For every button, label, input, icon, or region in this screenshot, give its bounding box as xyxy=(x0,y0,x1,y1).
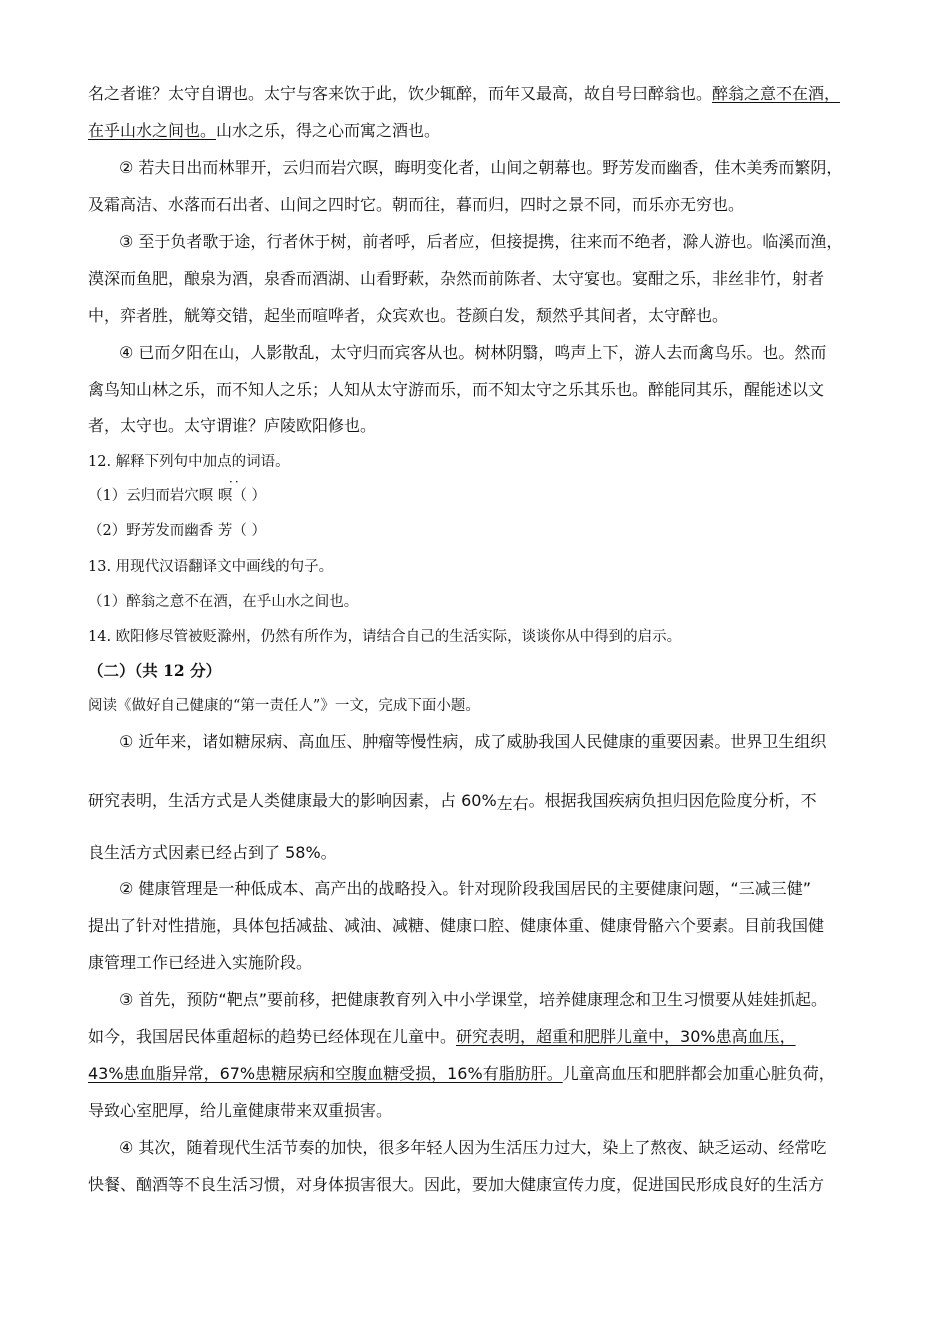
emphasis-dots: ·· xyxy=(229,475,241,489)
passage1-line-10: 者，太守也。太守谓谁？庐陵欧阳修也。 xyxy=(88,416,377,435)
text-run: 山水之乐，得之心而寓之酒也。 xyxy=(216,121,441,140)
passage1-line-4: 及霜高洁、水落而石出者、山间之四时它。朝而往，暮而归，四时之景不同，而乐亦无穷也。 xyxy=(88,195,745,214)
underlined-sentence: 43%患血脂异常，67%患糖尿病和空腹血糖受损，16%有脂肪肝。 xyxy=(88,1064,563,1083)
passage2-p2-line-3: 康管理工作已经进入实施阶段。 xyxy=(88,953,313,972)
text-run: 研究表明，生活方式是人类健康最大的影响因素，占 60% xyxy=(88,791,497,810)
question-12-item-1: （1）云归而岩穴暝 暝（ ） xyxy=(88,488,266,504)
passage1-line-2 xyxy=(88,120,440,142)
passage2-p2-line-1: ② 健康管理是一种低成本、高产出的战略投入。针对现阶段我国居民的主要健康问题，“三减三健” xyxy=(119,879,812,898)
text-run: 如今，我国居民体重超标的趋势已经体现在儿童中。 xyxy=(88,1027,457,1046)
passage2-p3-line-1: ③ 首先，预防“靶点”要前移，把健康教育列入中小学课堂，培养健康理念和卫生习惯要从娃娃抓起。 xyxy=(119,990,828,1009)
passage1-line-5: ③ 至于负者歌于途，行者休于树，前者呼，后者应，但接提携，往来而不绝者，滁人游也。临溪而渔， xyxy=(119,232,843,251)
passage2-p1-line-3: 良生活方式因素已经占到了 58%。 xyxy=(88,843,337,862)
underlined-sentence: 在乎山水之间也。 xyxy=(88,121,217,140)
passage2-p3-line-2 xyxy=(88,1026,796,1048)
passage2-p4-line-1: ④ 其次，随着现代生活节奏的加快，很多年轻人因为生活压力过大，染上了熬夜、缺乏运动、经常吃 xyxy=(119,1138,827,1157)
text-run: 名之者谁？太守自谓也。太宁与客来饮于此，饮少辄醉，而年又最高，故自号曰醉翁也。 xyxy=(88,84,713,103)
text-run: 左右 xyxy=(496,794,529,813)
passage2-p1-line-2 xyxy=(88,790,817,812)
section-heading: （二）（共 12 分） xyxy=(88,661,222,680)
question-12-item-2: （2）野芳发而幽香 芳（ ） xyxy=(88,523,266,539)
question-14: 14. 欧阳修尽管被贬滁州，仍然有所作为，请结合自己的生活实际，谈谈你从中得到的启示。 xyxy=(88,629,682,645)
question-13-item-1: （1）醉翁之意不在酒，在乎山水之间也。 xyxy=(88,594,359,610)
question-13: 13. 用现代汉语翻译文中画线的句子。 xyxy=(88,559,334,575)
section-intro: 阅读《做好自己健康的“第一责任人”》一文，完成下面小题。 xyxy=(88,698,480,714)
passage1-line-8: ④ 已而夕阳在山，人影散乱，太守归而宾客从也。树林阴翳，鸣声上下，游人去而禽鸟乐。也。然而 xyxy=(119,343,827,362)
passage2-p1-line-1: ① 近年来，诸如糖尿病、高血压、肿瘤等慢性病，成了威胁我国人民健康的重要因素。世界卫生组织 xyxy=(119,732,827,751)
text-run: 。根据我国疾病负担归因危险度分析，不 xyxy=(528,791,817,810)
underlined-sentence: 研究表明，超重和肥胖儿童中，30%患高血压， xyxy=(456,1027,796,1046)
passage1-line-9: 禽鸟知山林之乐，而不知人之乐；人知从太守游而乐，而不知太守之乐其乐也。醉能同其乐，醒能述以文 xyxy=(88,380,825,399)
passage1-line-1 xyxy=(88,83,840,105)
passage2-p3-line-3 xyxy=(88,1063,835,1085)
text-run: 儿童高血压和肥胖都会加重心脏负荷， xyxy=(562,1064,835,1083)
passage2-p4-line-2: 快餐、酗酒等不良生活习惯，对身体损害很大。因此，要加大健康宣传力度，促进国民形成良好的生活方 xyxy=(88,1175,825,1194)
passage1-line-6: 漠深而鱼肥，酿泉为酒，泉香而酒湖、山看野蔌，杂然而前陈者、太守宴也。宴酣之乐，非丝非竹，射者 xyxy=(88,269,825,288)
passage1-line-7: 中，弈者胜，觥筹交错，起坐而喧哗者，众宾欢也。苍颜白发，颓然乎其间者，太守醉也。 xyxy=(88,306,729,325)
underlined-sentence: 醉翁之意不在酒， xyxy=(712,84,841,103)
question-12: 12. 解释下列句中加点的词语。 xyxy=(88,454,290,470)
passage2-p2-line-2: 提出了针对性措施，具体包括减盐、减油、减糖、健康口腔、健康体重、健康骨骼六个要素。目前我国健 xyxy=(88,916,825,935)
passage2-p3-line-4: 导致心室肥厚，给儿童健康带来双重损害。 xyxy=(88,1101,393,1120)
passage1-line-3: ② 若夫日出而林罪开，云归而岩穴暝，晦明变化者，山间之朝幕也。野芳发而幽香，佳木美秀而繁阴， xyxy=(119,158,843,177)
